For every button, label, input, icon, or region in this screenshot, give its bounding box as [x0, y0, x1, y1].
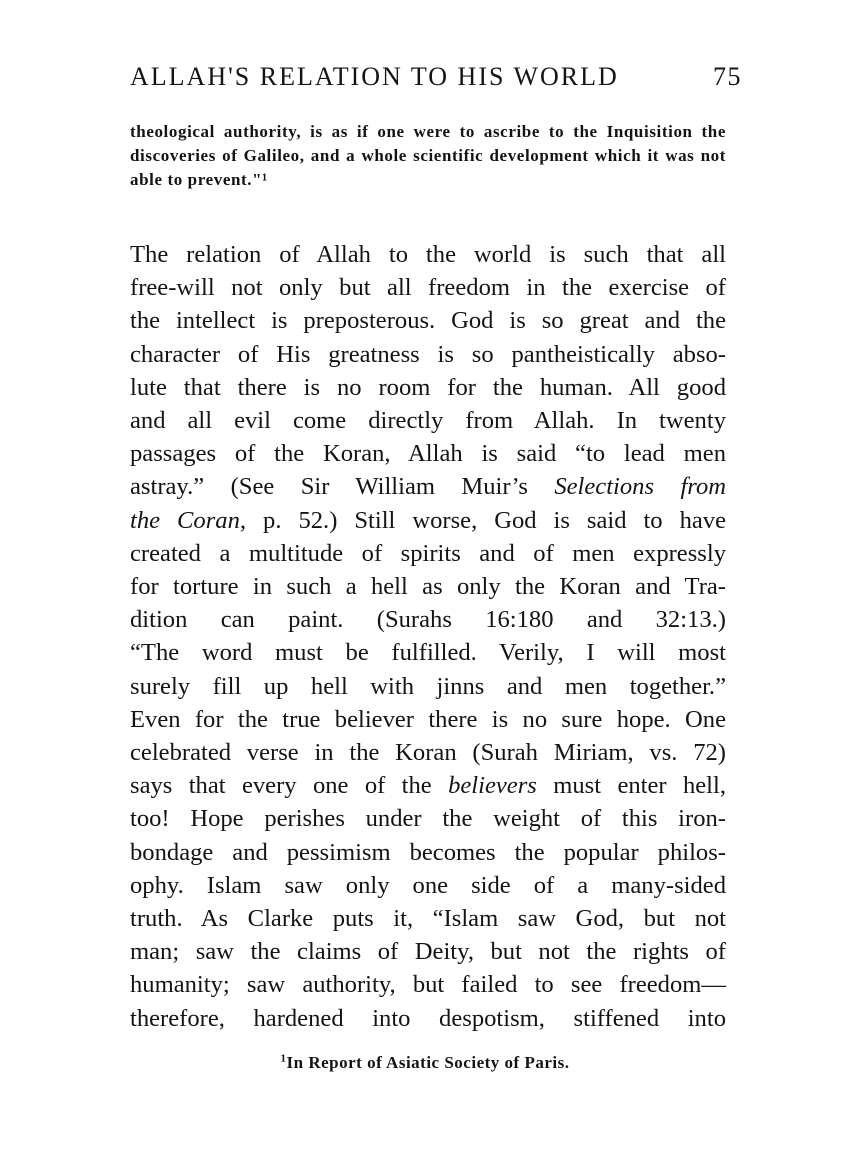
- text-fragment: must enter hell,: [553, 772, 726, 800]
- text-line: and all evil come directly from Allah. In twenty: [130, 407, 726, 435]
- text-line: The relation of Allah to the world is such that all: [130, 241, 726, 268]
- text-fragment: p. 52.) Still worse, God is said to have: [263, 506, 727, 534]
- continued-quotation: theological authority, is as if one were to ascribe to the Inquisition the discoveries of Galileo, and a whole scientific development which it was not able to prevent."¹: [130, 122, 726, 189]
- text-line: [130, 769, 726, 802]
- text-fragment: says that every one of the: [130, 772, 432, 800]
- text-line: bondage and pessimism becomes the popular philos-: [130, 838, 726, 866]
- text-line: man; saw the claims of Deity, but not the rights of: [130, 938, 726, 966]
- text-line: therefore, hardened into despotism, stiffened into: [130, 1004, 726, 1032]
- italic-book-title: the Coran,: [130, 506, 247, 534]
- footnote-text: In Report of Asiatic Society of Paris.: [286, 1053, 570, 1072]
- running-title: ALLAH'S RELATION TO HIS WORLD: [130, 62, 619, 91]
- text-line: created a multitude of spirits and of men expressly: [130, 539, 726, 567]
- text-line: [130, 504, 726, 537]
- text-line: the intellect is preposterous. God is so great and the: [130, 307, 726, 335]
- text-line: truth. As Clarke puts it, “Islam saw God, but not: [130, 905, 726, 933]
- italic-word: believers: [448, 772, 537, 800]
- page-number: 75: [713, 62, 742, 91]
- text-line: dition can paint. (Surahs 16:180 and 32:13.): [130, 606, 726, 634]
- text-line: character of His greatness is so pantheistically abso-: [130, 340, 726, 368]
- text-line: surely fill up hell with jinns and men together.”: [130, 672, 726, 700]
- text-line: ophy. Islam saw only one side of a many-sided: [130, 871, 726, 899]
- running-header: [130, 62, 742, 102]
- text-line: “The word must be fulfilled. Verily, I will most: [130, 639, 726, 667]
- text-line: humanity; saw authority, but failed to see freedom—: [130, 971, 726, 999]
- text-line: for torture in such a hell as only the Koran and Tra-: [130, 573, 726, 601]
- footnote-marker: 1: [280, 1052, 287, 1065]
- main-paragraph: [130, 238, 726, 1035]
- italic-book-title: Selections from: [554, 473, 726, 501]
- text-fragment: astray.” (See Sir William Muir’s: [130, 473, 528, 501]
- text-line: free-will not only but all freedom in the exercise of: [130, 274, 726, 302]
- footnote: [0, 1053, 850, 1073]
- text-line: too! Hope perishes under the weight of this iron-: [130, 805, 726, 833]
- text-line: celebrated verse in the Koran (Surah Miriam, vs. 72): [130, 739, 726, 767]
- text-line: Even for the true believer there is no sure hope. One: [130, 705, 726, 733]
- text-line: [130, 470, 726, 503]
- text-line: lute that there is no room for the human. All good: [130, 373, 726, 401]
- text-line: passages of the Koran, Allah is said “to lead men: [130, 440, 726, 468]
